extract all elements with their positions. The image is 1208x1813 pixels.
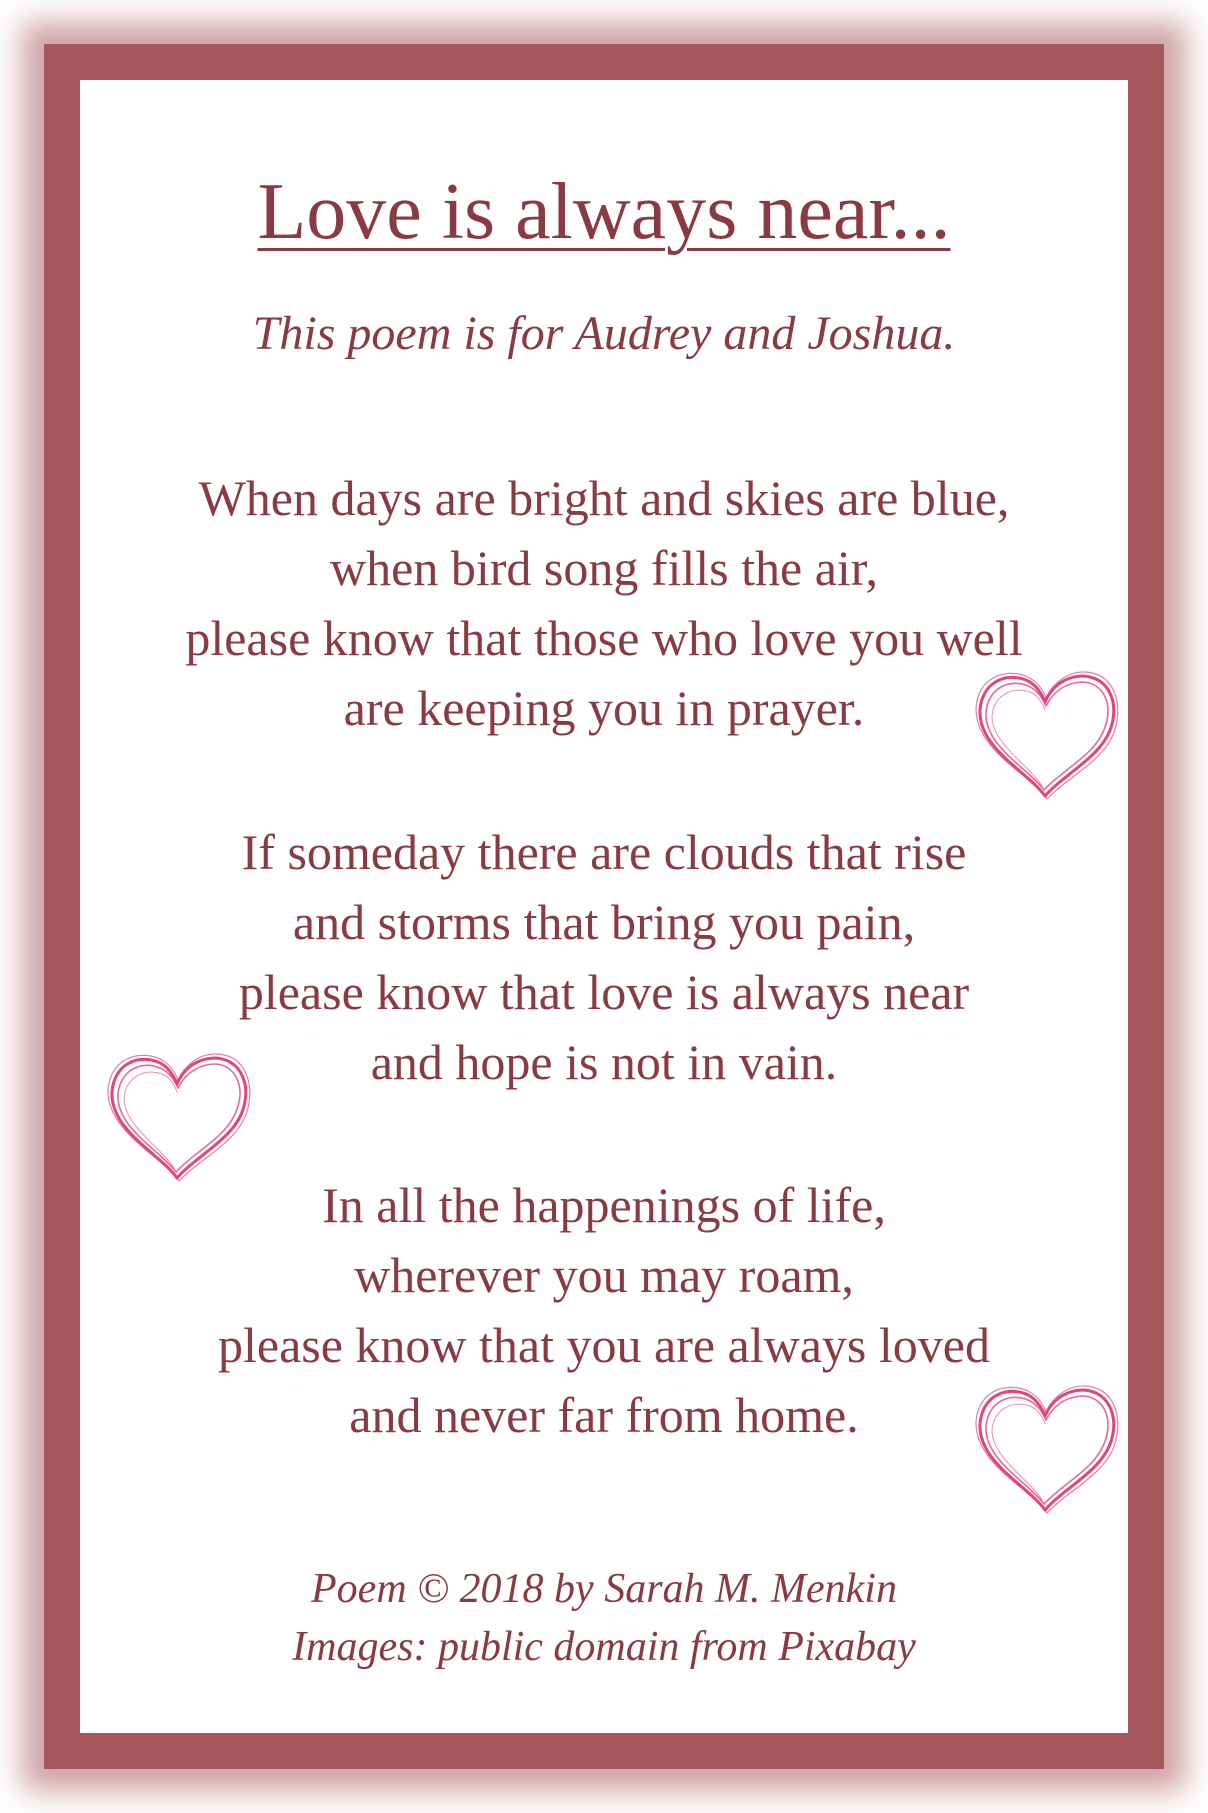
heart-outline-icon [102,1050,252,1186]
stanza-line: and hope is not in vain. [370,1034,838,1090]
poem-credit: Poem © 2018 by Sarah M. Menkin [311,1566,897,1612]
stanza-line: when bird song fills the air, [330,540,878,596]
heart-outline-icon [970,1382,1120,1518]
stanza-line: please know that love is always near [238,964,970,1020]
stanza-line: please know that you are always loved [218,1317,990,1373]
stanza-line: and never far from home. [349,1387,859,1443]
stanza-line: In all the happenings of life, [322,1177,886,1233]
poem-dedication: This poem is for Audrey and Joshua. [252,307,956,360]
poem-title: Love is always near... [257,168,951,256]
credits [80,1560,1128,1676]
poem-card [80,80,1128,1733]
stanza-line: When days are bright and skies are blue, [198,470,1010,526]
stanza-line: If someday there are clouds that rise [241,824,967,880]
stanza-line: and storms that bring you pain, [292,894,916,950]
heart-outline-icon [970,668,1120,804]
image-credit: Images: public domain from Pixabay [292,1624,916,1670]
stanza-line: are keeping you in prayer. [343,680,865,736]
stanza-line: please know that those who love you well [185,610,1023,666]
stanza-line: wherever you may roam, [354,1247,854,1303]
